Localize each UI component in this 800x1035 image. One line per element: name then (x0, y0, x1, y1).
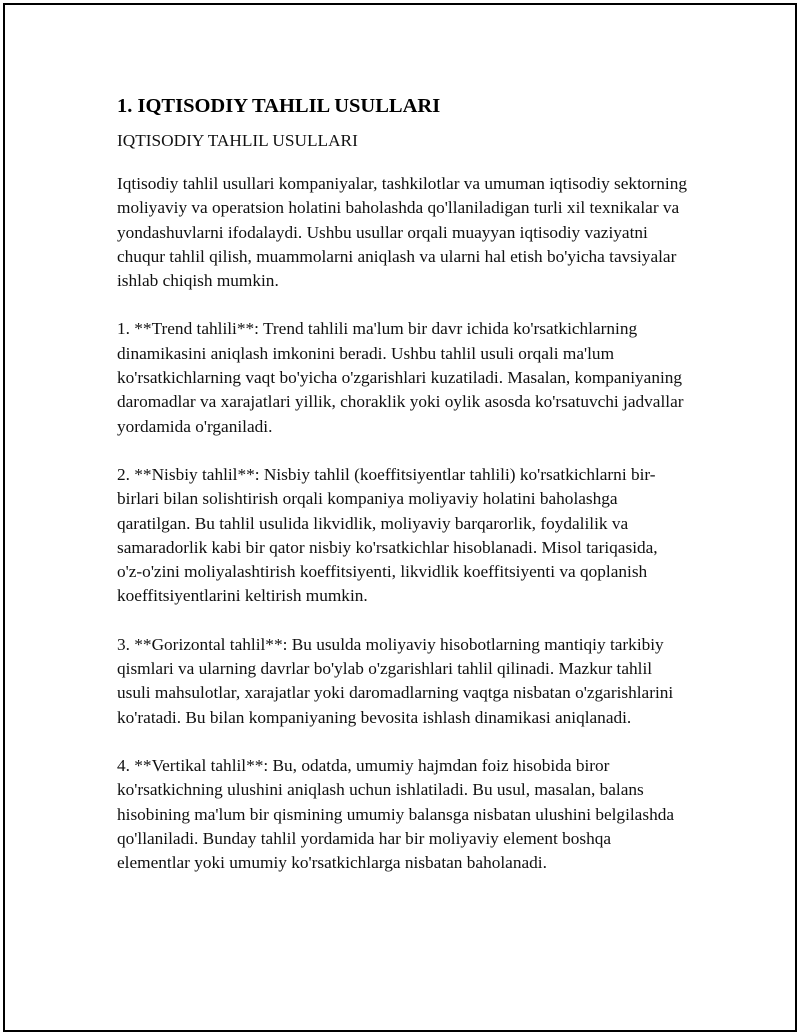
document-heading: 1. IQTISODIY TAHLIL USULLARI (117, 95, 441, 117)
document-body (117, 92, 687, 899)
paragraph-horizontal-analysis: 3. **Gorizontal tahlil**: Bu usulda moliyaviy hisobotlarning mantiqiy tarkibiy qismlari va ularning davrlar bo'ylab o'zgarishlari tahlil qilinadi. Mazkur tahlil usuli mahsulotlar, xarajatlar yoki daromadlarning vaqtga nisbatan o'zgarishlarini ko'ratadi. Bu bilan kompaniyaning bevosita ishlash dinamikasi aniqlanadi. (117, 634, 674, 727)
paragraph-vertical-analysis: 4. **Vertikal tahlil**: Bu, odatda, umumiy hajmdan foiz hisobida biror ko'rsatkichning ulushini aniqlash uchun ishlatiladi. Bu usul, masalan, balans hisobining ma'lum bir qismining umumiy balansga nisbatan ulushini belgilashda qo'llaniladi. Bunday tahlil yordamida har bir moliyaviy element boshqa elementlar yoki umumiy ko'rsatkichlarga nisbatan baholanadi. (117, 755, 675, 873)
paragraph-ratio-analysis: 2. **Nisbiy tahlil**: Nisbiy tahlil (koeffitsiyentlar tahlili) ko'rsatkichlarni bir-birlari bilan solishtirish orqali kompaniya moliyaviy holatini baholashga qaratilgan. Bu tahlil usulida likvidlik, moliyaviy barqarorlik, foydalilik va samaradorlik kabi bir qator nisbiy ko'rsatkichlar hisoblanadi. Misol tariqasida, o'z-o'zini moliyalashtirish koeffitsiyenti, likvidlik koeffitsiyenti va qoplanish koeffitsiyentlarini keltirish mumkin. (117, 464, 658, 606)
paragraph-trend-analysis: 1. **Trend tahlili**: Trend tahlili ma'lum bir davr ichida ko'rsatkichlarning dinamikasini aniqlash imkonini beradi. Ushbu tahlil usuli orqali ma'lum ko'rsatkichlarning vaqt bo'yicha o'zgarishlari kuzatiladi. Masalan, kompaniyaning daromadlar va xarajatlari yillik, choraklik yoki oylik asosda ko'rsatuvchi jadvallar yordamida o'rganiladi. (117, 319, 684, 436)
document-subtitle: IQTISODIY TAHLIL USULLARI (117, 131, 358, 150)
paragraph-intro: Iqtisodiy tahlil usullari kompaniyalar, tashkilotlar va umuman iqtisodiy sektorning moliyaviy va operatsion holatini baholashda qo'llaniladigan turli xil texnikalar va yondashuvlarni ifodalaydi. Ushbu usullar orqali muayyan iqtisodiy vaziyatni chuqur tahlil qilish, muammolarni aniqlash va ularni hal etish bo'yicha tavsiyalar ishlab chiqish mumkin. (117, 174, 687, 291)
